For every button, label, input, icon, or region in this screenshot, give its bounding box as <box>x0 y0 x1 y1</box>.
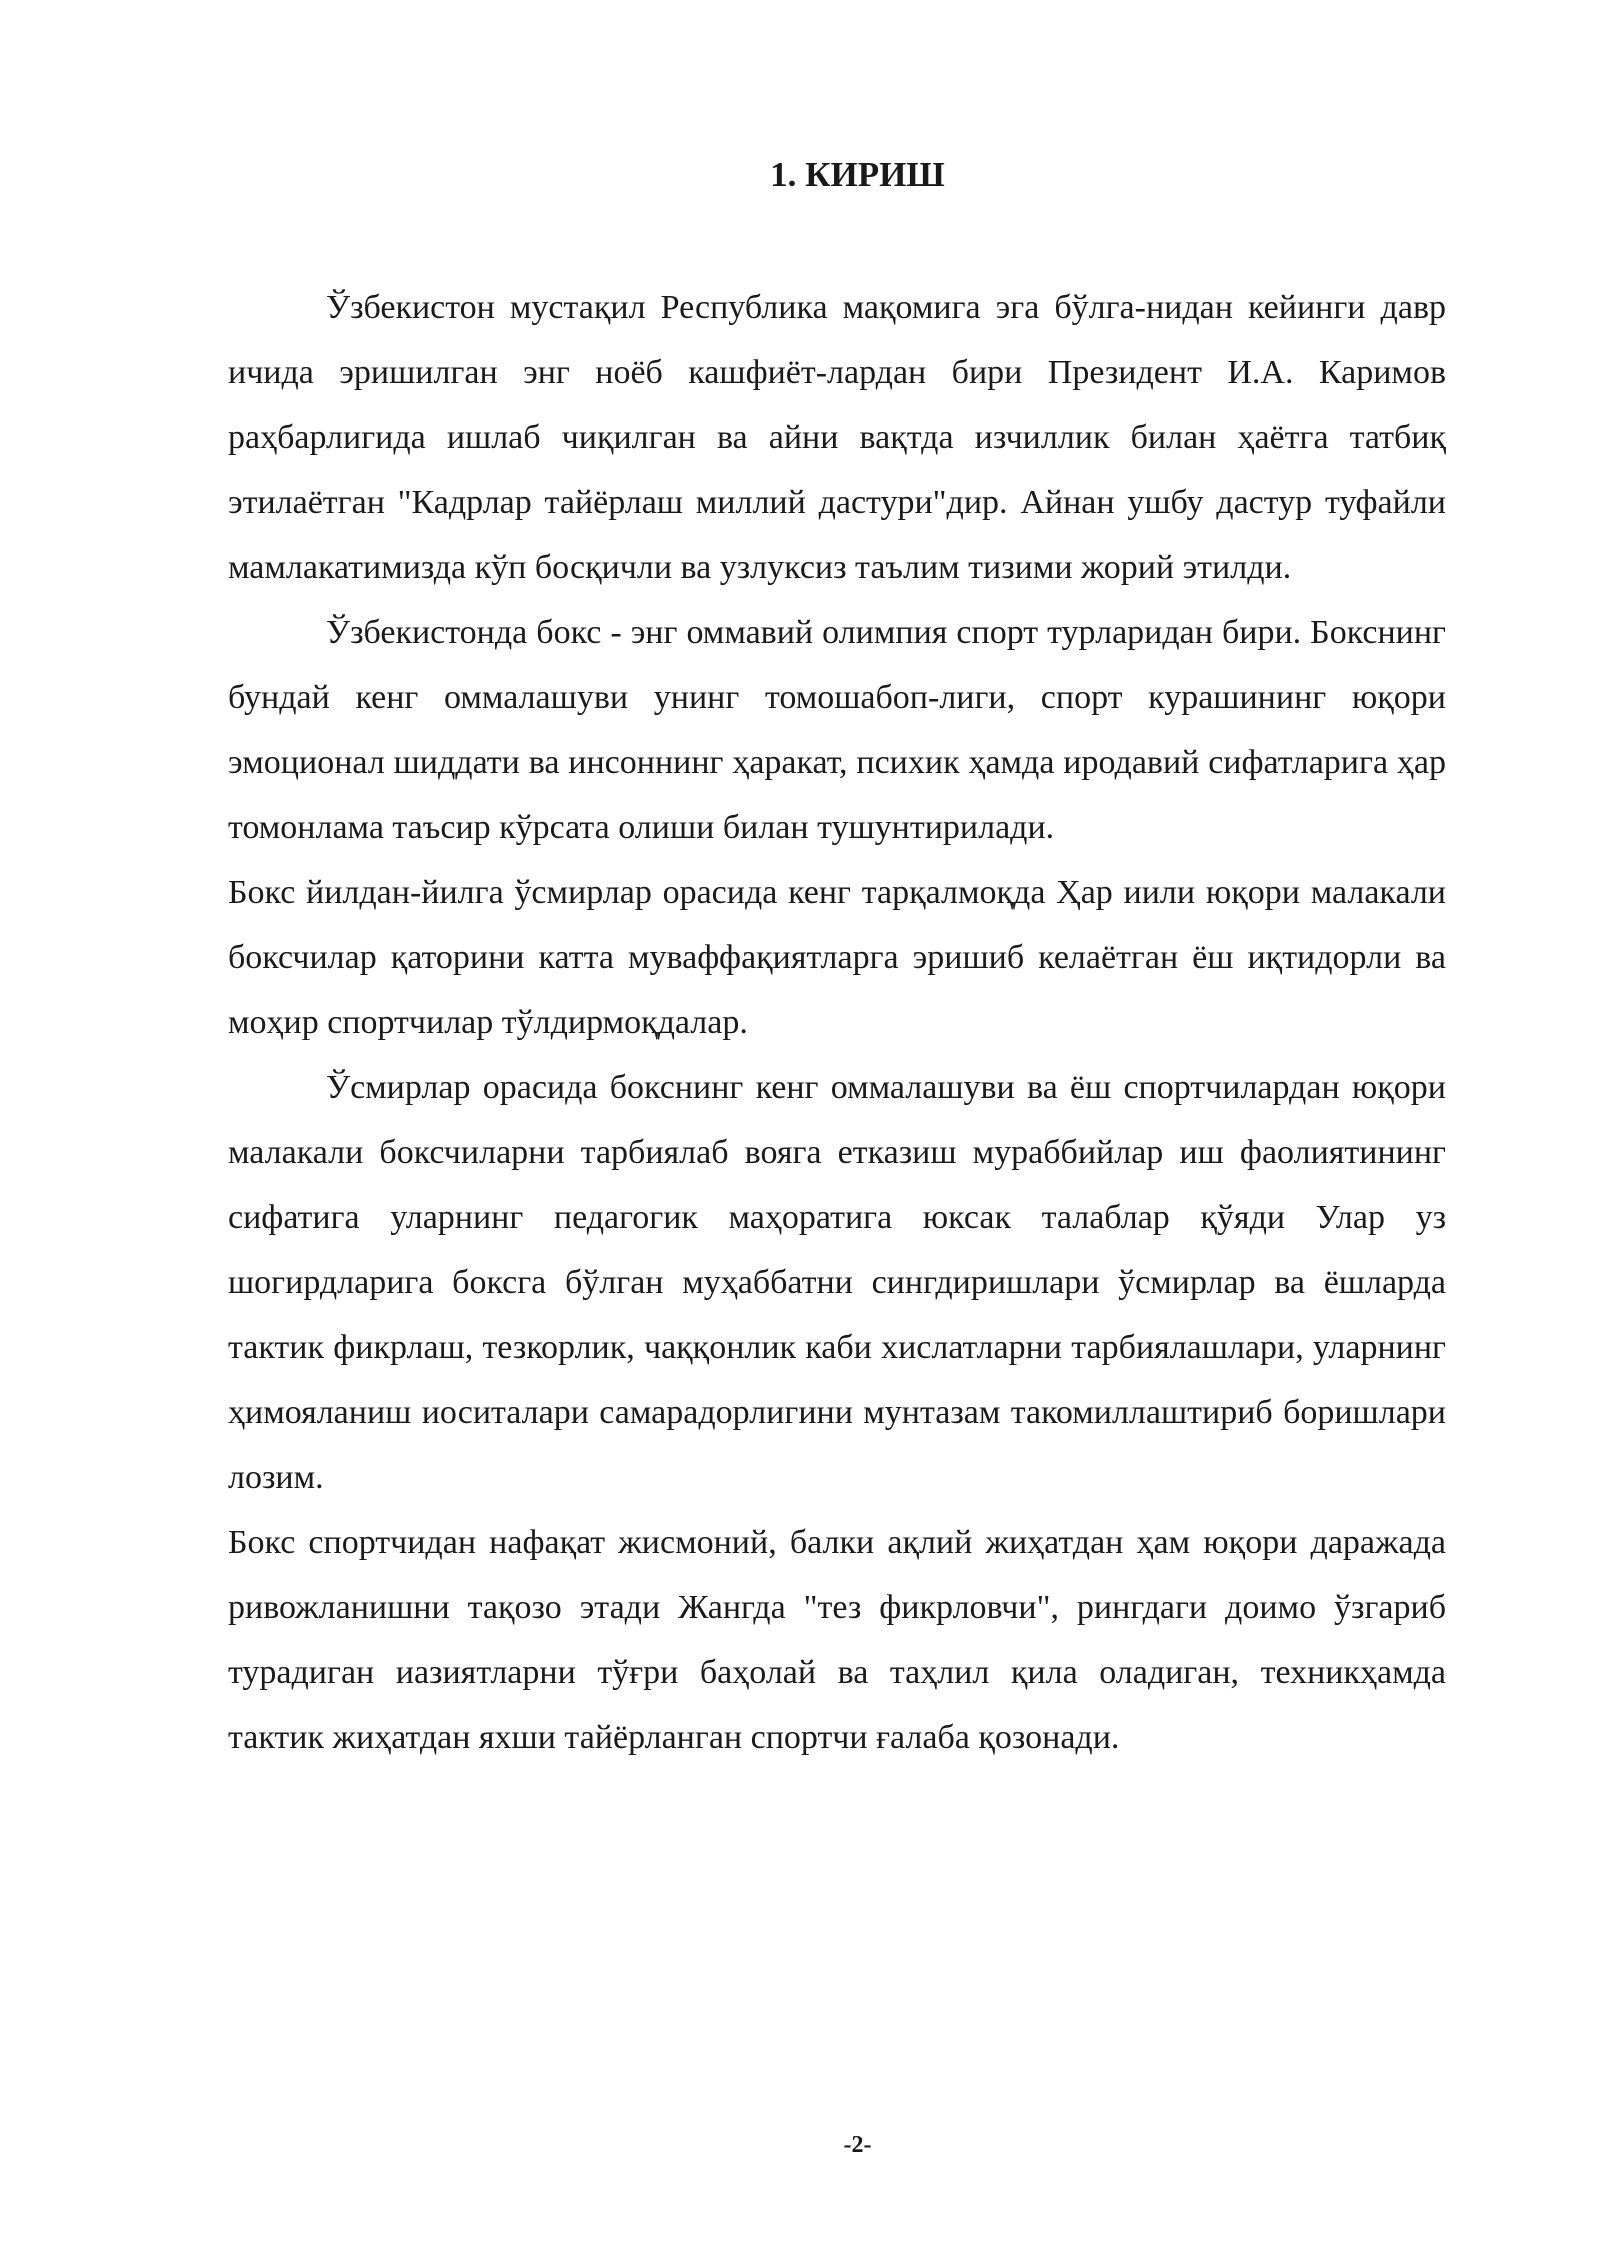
paragraph: Ўзбекистонда бокс - энг оммавий олимпия спорт турларидан бири. Бокснинг бундай кенг оммалашуви унинг томошабоп-лиги, спорт курашининг юқори эмоционал шиддати ва инсоннинг ҳаракат, психик ҳамда иродавий сифатларига ҳар томонлама таъсир кўрсата олиши билан тушунтирилади. <box>228 614 1446 846</box>
paragraph: Бокс спортчидан нафақат жисмоний, балки ақлий жиҳатдан ҳам юқори даражада ривожланишни тақозо этади Жангда "тез фикрловчи", рингдаги доимо ўзгариб турадиган иазиятларни тўғри баҳолай ва таҳлил қила оладиган, техникҳамда тактик жиҳатдан яхши тайёрланган спортчи ғалаба қозонади. <box>228 1524 1446 1756</box>
page-number: -2- <box>843 2132 872 2158</box>
page-title: 1. КИРИШ <box>770 155 945 194</box>
paragraph: Ўсмирлар орасида бокснинг кенг оммалашуви ва ёш спортчилардан юқори малакали боксчиларни тарбиялаб вояга етказиш мураббийлар иш фаолиятининг сифатига уларнинг педагогик маҳоратига юксак талаблар қўяди Улар уз шогирдларига боксга бўлган муҳаббатни сингдиришлари ўсмирлар ва ёшларда тактик фикрлаш, тезкорлик, чаққонлик каби хислатларни тарбиялашлари, уларнинг ҳимояланиш иоситалари самарадорлигини мунтазам такомиллаштириб боришлари лозим. <box>228 1069 1446 1496</box>
document-body <box>228 275 1446 1770</box>
paragraph: Бокс йилдан-йилга ўсмирлар орасида кенг тарқалмоқда Ҳар иили юқори малакали боксчилар қаторини катта муваффақиятларга эришиб келаётган ёш иқтидорли ва моҳир спортчилар тўлдирмоқдалар. <box>228 874 1446 1041</box>
paragraph: Ўзбекистон мустақил Республика мақомига эга бўлга-нидан кейинги давр ичида эришилган энг ноёб кашфиёт-лардан бири Президент И.А. Каримов раҳбарлигида ишлаб чиқилган ва айни вақтда изчиллик билан ҳаётга татбиқ этилаётган "Кадрлар тайёрлаш миллий дастури"дир. Айнан ушбу дастур туфайли мамлакатимизда кўп босқичли ва узлуксиз таълим тизими жорий этилди. <box>228 289 1446 586</box>
